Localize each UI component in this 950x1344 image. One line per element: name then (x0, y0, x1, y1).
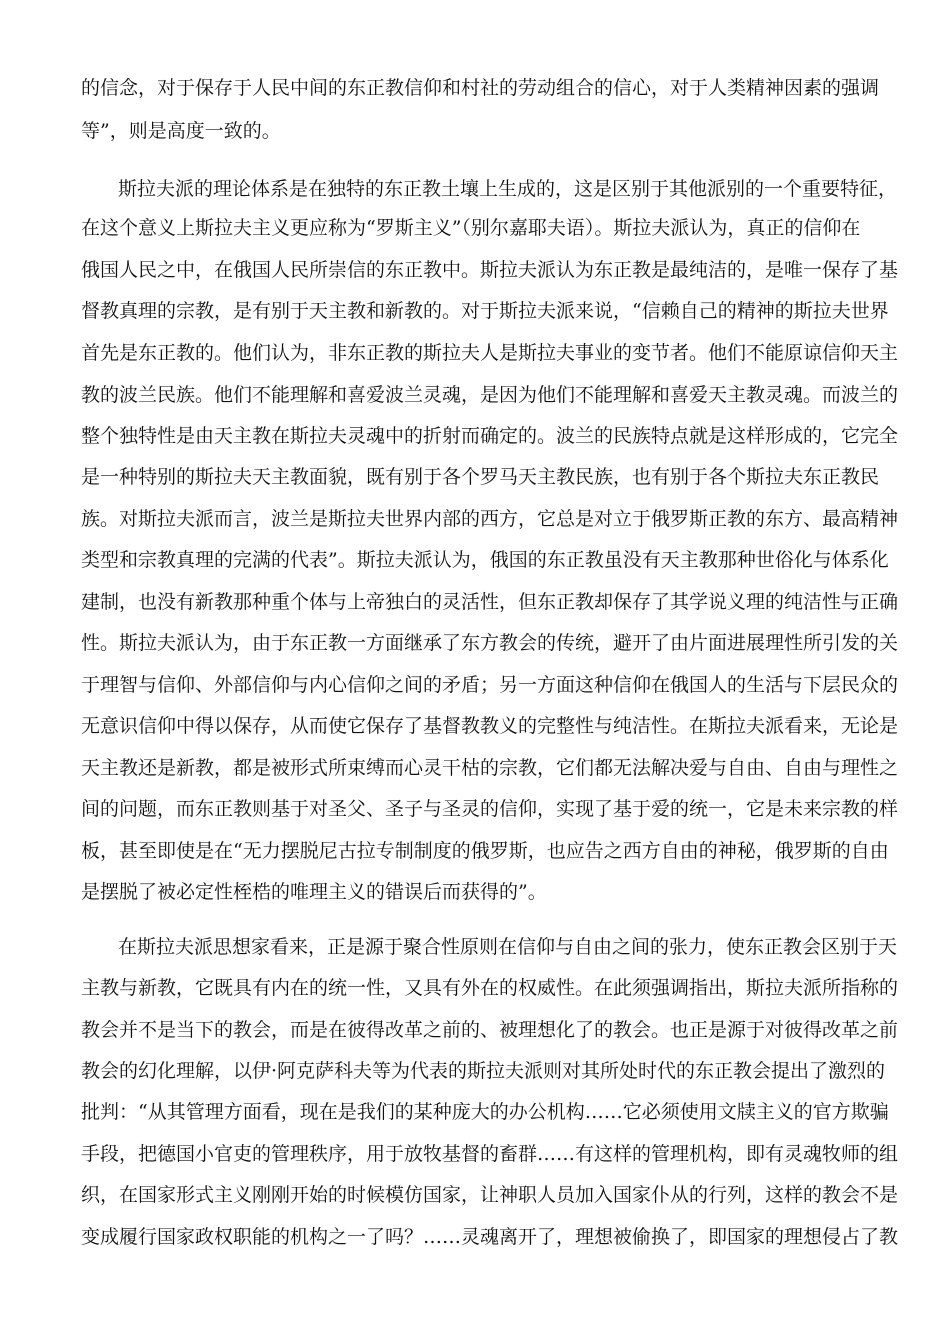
text-line: 天主教还是新教，都是被形式所束缚而心灵干枯的宗教，它们都无法解决爱与自由、自由与理性之 (81, 757, 899, 779)
text-line: 板，甚至即使是在“无力摆脱尼古拉专制制度的俄罗斯，也应告之西方自由的神秘，俄罗斯的自由 (81, 840, 889, 862)
text-line: 督教真理的宗教，是有别于天主教和新教的。对于斯拉夫派来说，“信赖自己的精神的斯拉夫世界 (81, 300, 889, 322)
text-line: 织，在国家形式主义刚刚开始的时候模仿国家，让神职人员加入国家仆从的行列，这样的教会不是 (81, 1184, 899, 1206)
text-line: 批判：“从其管理方面看，现在是我们的某种庞大的办公机构……它必须使用文牍主义的官方欺骗 (81, 1101, 889, 1123)
text-line: 教会的幻化理解，以伊·阿克萨科夫等为代表的斯拉夫派则对其所处时代的东正教会提出了激烈的 (81, 1060, 886, 1082)
text-line: 教的波兰民族。他们不能理解和喜爱波兰灵魂，是因为他们不能理解和喜爱天主教灵魂。而波兰的 (81, 384, 899, 406)
text-line: 类型和宗教真理的完满的代表”。斯拉夫派认为，俄国的东正教虽没有天主教那种世俗化与体系化 (81, 549, 889, 571)
text-line: 性。斯拉夫派认为，由于东正教一方面继承了东方教会的传统，避开了由片面进展理性所引发的关 (81, 632, 899, 654)
text-line: 在这个意义上斯拉夫主义更应称为“罗斯主义”（别尔嘉耶夫语）。斯拉夫派认为，真正的信仰在 (81, 217, 861, 239)
text-line: 是摆脱了被必定性桎梏的唯理主义的错误后而获得的”。 (81, 881, 547, 903)
text-line: 教会并不是当下的教会，而是在彼得改革之前的、被理想化了的教会。也正是源于对彼得改革之前 (81, 1019, 899, 1041)
text-line: 无意识信仰中得以保存，从而使它保存了基督教教义的完整性与纯洁性。在斯拉夫派看来，无论是 (81, 715, 899, 737)
text-line: 等”，则是高度一致的。 (81, 120, 281, 142)
text-line: 在斯拉夫派思想家看来，正是源于聚合性原则在信仰与自由之间的张力，使东正教会区别于天 (118, 936, 898, 958)
text-line: 主教与新教，它既具有内在的统一性，又具有外在的权威性。在此须强调指出，斯拉夫派所指称的 (81, 977, 899, 999)
text-line: 俄国人民之中，在俄国人民所崇信的东正教中。斯拉夫派认为东正教是最纯洁的，是唯一保存了基 (81, 259, 899, 281)
text-line: 间的问题，而东正教则基于对圣父、圣子与圣灵的信仰，实现了基于爱的统一，它是未来宗教的样 (81, 798, 899, 820)
text-line: 于理智与信仰、外部信仰与内心信仰之间的矛盾；另一方面这种信仰在俄国人的生活与下层民众的 (81, 674, 899, 696)
text-line: 族。对斯拉夫派而言，波兰是斯拉夫世界内部的西方，它总是对立于俄罗斯正教的东方、最高精神 (81, 508, 899, 530)
text-line: 整个独特性是由天主教在斯拉夫灵魂中的折射而确定的。波兰的民族特点就是这样形成的，它完全 (81, 425, 899, 447)
text-line: 是一种特别的斯拉夫天主教面貌，既有别于各个罗马天主教民族，也有别于各个斯拉夫东正教民 (81, 466, 880, 488)
text-line: 手段，把德国小官吏的管理秩序，用于放牧基督的畜群……有这样的管理机构，即有灵魂牧师的组 (81, 1143, 899, 1165)
text-line: 建制，也没有新教那种重个体与上帝独白的灵活性，但东正教却保存了其学说义理的纯洁性与正确 (81, 591, 899, 613)
text-line: 斯拉夫派的理论体系是在独特的东正教土壤上生成的，这是区别于其他派别的一个重要特征， (118, 178, 898, 200)
text-line: 的信念，对于保存于人民中间的东正教信仰和村社的劳动组合的信心，对于人类精神因素的强调 (81, 77, 880, 99)
text-line: 变成履行国家政权职能的机构之一了吗？……灵魂离开了，理想被偷换了，即国家的理想侵占了教 (81, 1226, 899, 1248)
text-line: 首先是东正教的。他们认为，非东正教的斯拉夫人是斯拉夫事业的变节者。他们不能原谅信仰天主 (81, 342, 899, 364)
